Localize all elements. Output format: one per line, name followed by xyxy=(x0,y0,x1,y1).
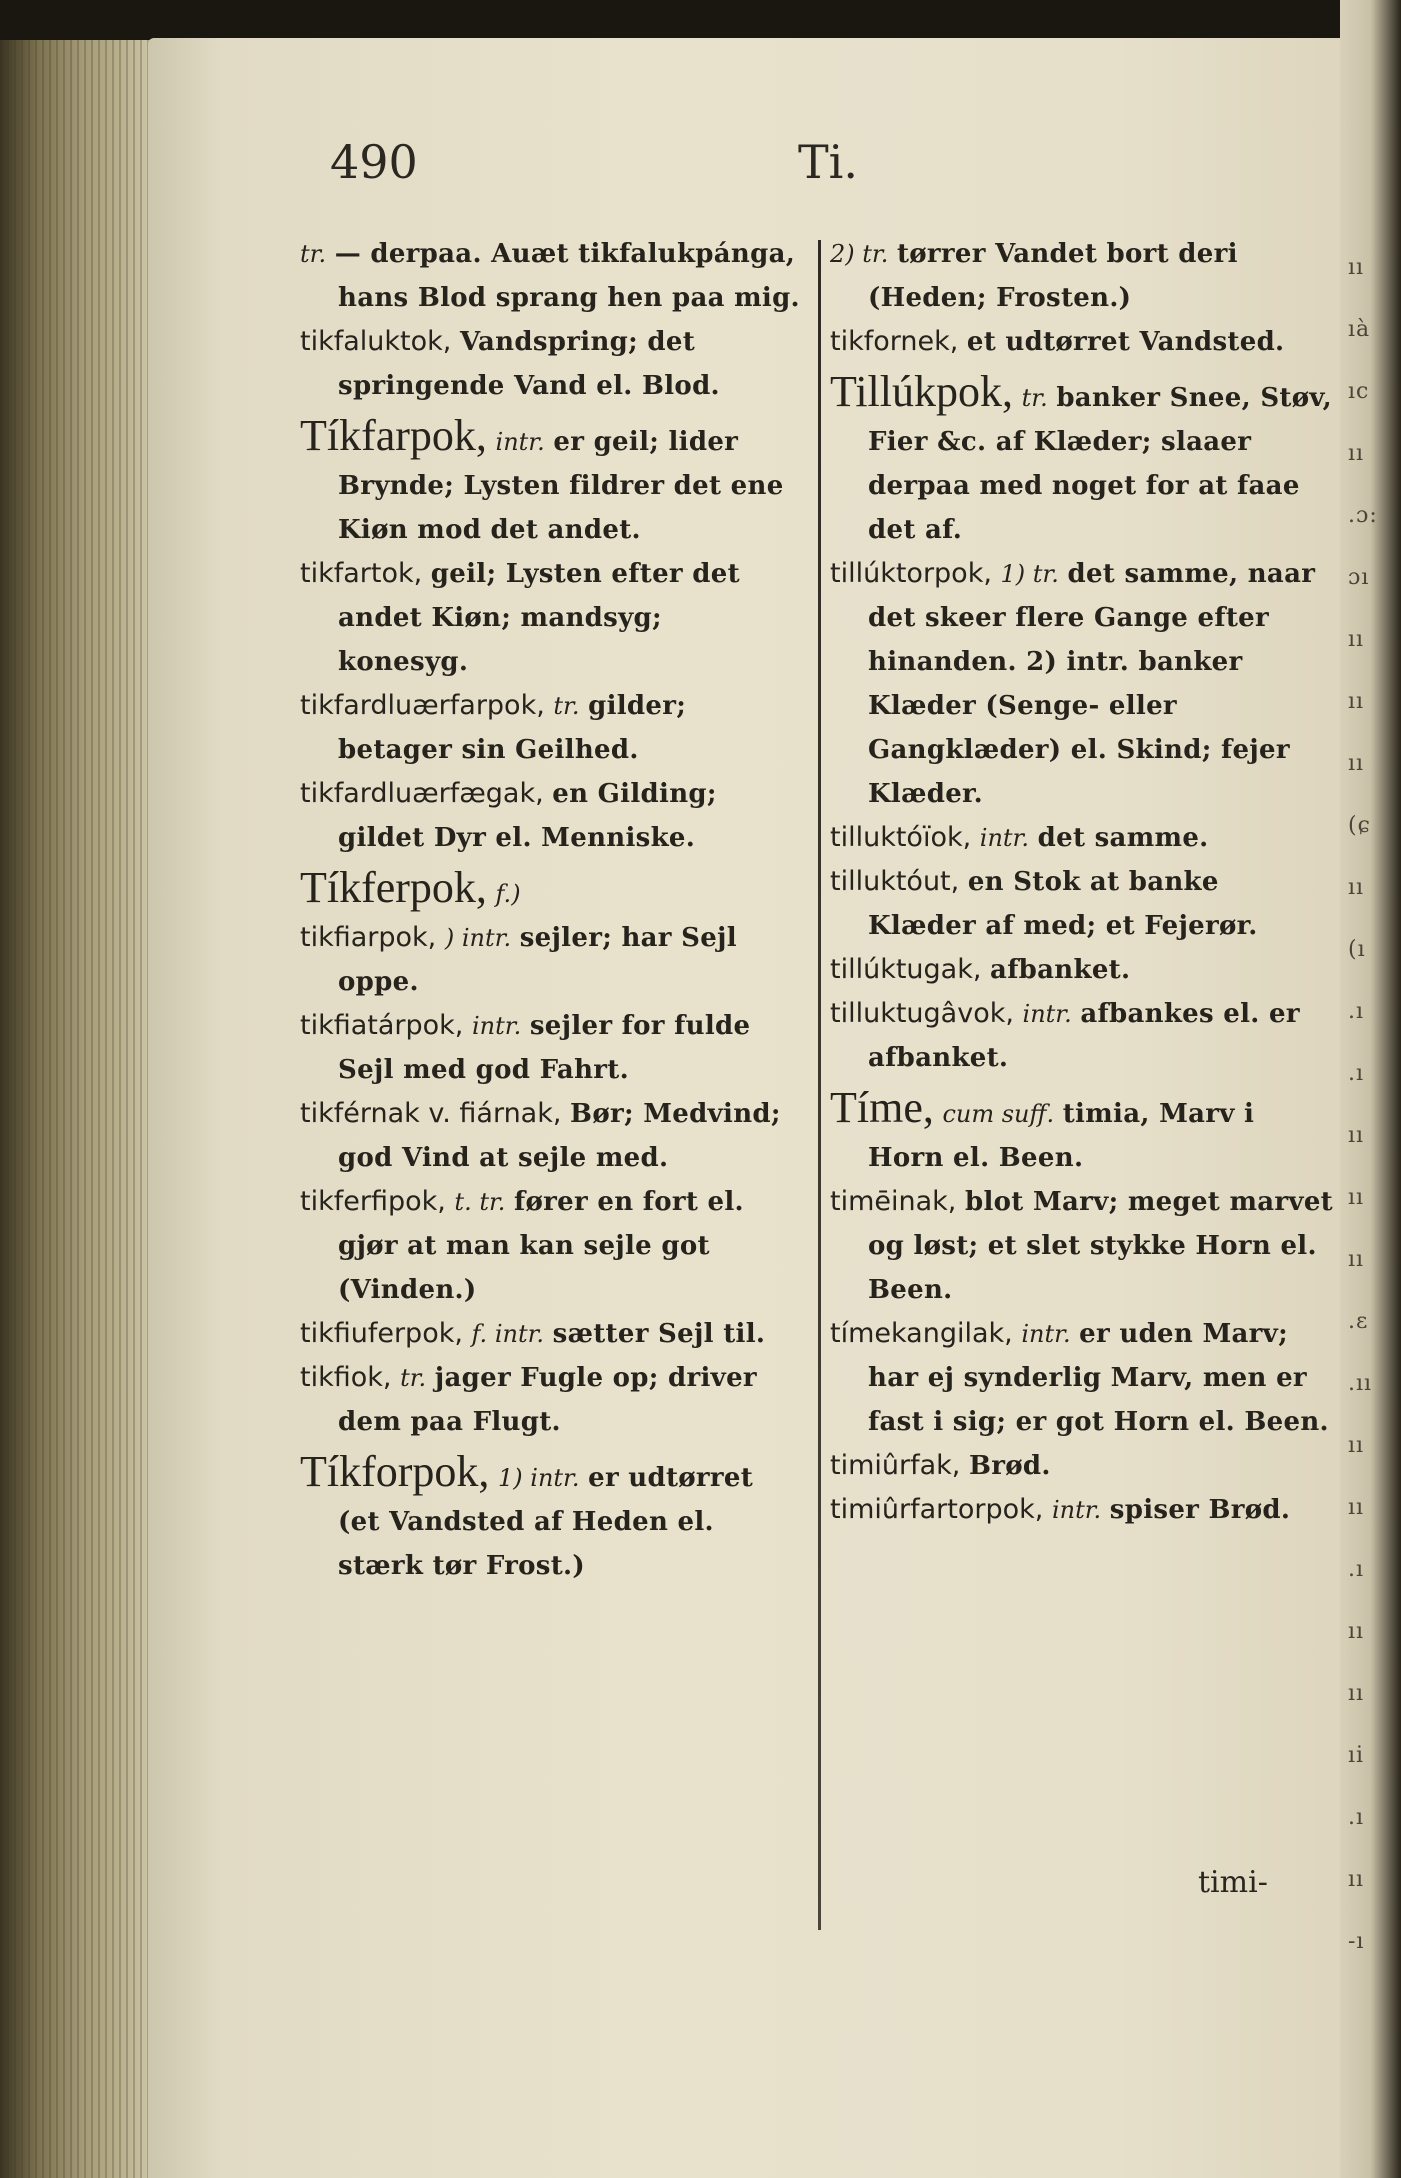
facing-page-fragment: ıı xyxy=(1348,1247,1365,1272)
definition: sætter Sejl til. xyxy=(552,1319,766,1349)
sub-entry xyxy=(300,320,800,408)
definition: tørrer Vandet bort deri (Heden; Frosten.) xyxy=(868,239,1238,313)
main-entry xyxy=(300,411,800,552)
facing-page-fragment: -ı xyxy=(1348,1929,1365,1954)
grammar-label: f.) xyxy=(495,880,521,908)
grammar-label: f. intr. xyxy=(471,1320,545,1348)
page-header xyxy=(330,135,890,195)
definition: det samme, naar det skeer flere Gange efter hinanden. 2) intr. banker Klæder (Senge- eller Gangklæder) el. Skind; fejer Klæder. xyxy=(868,559,1316,809)
page-edges xyxy=(0,40,150,2178)
facing-page-fragment: .ı xyxy=(1348,999,1365,1024)
sub-entry xyxy=(830,992,1335,1080)
headword: tikfardluærfarpok, xyxy=(300,690,545,721)
facing-page-strip xyxy=(1340,0,1401,2178)
sub-entry xyxy=(300,684,800,772)
running-head: Ti. xyxy=(798,135,859,189)
facing-page-fragment: ıı xyxy=(1348,1433,1365,1458)
page-number: 490 xyxy=(330,135,418,189)
definition: Brød. xyxy=(968,1451,1051,1481)
facing-page-fragment: .ıı xyxy=(1348,1371,1373,1396)
grammar-label: t. tr. xyxy=(454,1188,506,1216)
facing-page-fragment: ıı xyxy=(1348,1123,1365,1148)
facing-page-fragment: ıà xyxy=(1348,317,1371,342)
sub-entry xyxy=(300,552,800,684)
grammar-label: 1) tr. xyxy=(1000,560,1059,588)
grammar-label: tr. xyxy=(300,240,327,268)
grammar-label: tr. xyxy=(553,692,580,720)
definition: spiser Brød. xyxy=(1109,1495,1291,1525)
grammar-label: intr. xyxy=(979,824,1030,852)
right-column xyxy=(830,232,1335,1532)
headword: tikfiatárpok, xyxy=(300,1010,464,1041)
sub-entry xyxy=(830,1488,1335,1532)
facing-page-fragment: ıi xyxy=(1348,1743,1365,1768)
facing-page-fragment: .ı xyxy=(1348,1557,1365,1582)
entry-continuation xyxy=(830,232,1335,320)
sub-entry xyxy=(300,1356,800,1444)
definition: et udtørret Vandsted. xyxy=(966,327,1285,357)
sub-entry xyxy=(830,816,1335,860)
definition: afbanket. xyxy=(990,955,1131,985)
definition: en Stok at banke Klæder af med; et Fejerør. xyxy=(868,867,1258,941)
facing-page-fragment: ıı xyxy=(1348,1185,1365,1210)
definition: sejler for fulde Sejl med god Fahrt. xyxy=(338,1011,751,1085)
facing-page-fragment: (ɕ xyxy=(1348,813,1371,838)
definition: — derpaa. Auæt tikfalukpánga, hans Blod sprang hen paa mig. xyxy=(334,239,800,313)
sub-entry xyxy=(300,1180,800,1312)
facing-page-fragment: .ı xyxy=(1348,1805,1365,1830)
main-entry xyxy=(830,1083,1335,1180)
definition: jager Fugle op; driver dem paa Flugt. xyxy=(338,1363,757,1437)
headword: tikfiarpok, xyxy=(300,922,437,953)
left-column xyxy=(300,232,800,1588)
facing-page-fragment: ıc xyxy=(1348,379,1370,404)
sub-entry xyxy=(300,1092,800,1180)
sub-entry xyxy=(830,1180,1335,1312)
facing-page-fragment: .ɛ xyxy=(1348,1309,1369,1334)
sub-entry xyxy=(300,772,800,860)
facing-page-fragment: ıı xyxy=(1348,875,1365,900)
sub-entry xyxy=(830,860,1335,948)
headword: tikfardluærfægak, xyxy=(300,778,544,809)
definition: det samme. xyxy=(1037,823,1209,853)
grammar-label: intr. xyxy=(1022,1000,1072,1028)
headword: timiûrfartorpok, xyxy=(830,1494,1044,1525)
definition: banker Snee, Støv, Fier &c. af Klæder; slaaer derpaa med noget for at faae det af. xyxy=(868,383,1332,545)
headword: tilluktóut, xyxy=(830,866,960,897)
grammar-label: intr. xyxy=(495,428,545,456)
facing-page-fragment: ıı xyxy=(1348,689,1365,714)
headword: Tíme, xyxy=(830,1083,934,1132)
grammar-label: tr. xyxy=(1021,384,1048,412)
facing-page-fragment: ıı xyxy=(1348,627,1365,652)
facing-page-fragment: ıı xyxy=(1348,255,1365,280)
sub-entry xyxy=(830,1312,1335,1444)
grammar-label: ) intr. xyxy=(444,924,512,952)
headword: tikfiok, xyxy=(300,1362,392,1393)
facing-page-fragment: ıı xyxy=(1348,1681,1365,1706)
headword: tilluktugâvok, xyxy=(830,998,1014,1029)
headword: Tíkforpok, xyxy=(300,1447,490,1496)
headword: tilluktóïok, xyxy=(830,822,972,853)
column-divider xyxy=(818,240,821,1930)
headword: tikfaluktok, xyxy=(300,326,452,357)
definition: blot Marv; meget marvet og løst; et slet stykke Horn el. Been. xyxy=(868,1187,1333,1305)
headword: tillúktugak, xyxy=(830,954,982,985)
definition: er uden Marv; har ej synderlig Marv, men er fast i sig; er got Horn el. Been. xyxy=(868,1319,1329,1437)
sub-entry xyxy=(300,1004,800,1092)
sub-entry xyxy=(830,320,1335,364)
headword: timiûrfak, xyxy=(830,1450,961,1481)
headword: tikfiuferpok, xyxy=(300,1318,463,1349)
grammar-label: intr. xyxy=(471,1012,522,1040)
headword: tímekangilak, xyxy=(830,1318,1013,1349)
sub-entry xyxy=(300,1312,800,1356)
definition: en Gilding; gildet Dyr el. Menniske. xyxy=(338,779,717,853)
entry-continuation xyxy=(300,232,800,320)
main-entry xyxy=(300,1447,800,1588)
headword: Tíkfarpok, xyxy=(300,411,487,460)
grammar-label: 1) intr. xyxy=(498,1464,580,1492)
grammar-label: 2) tr. xyxy=(830,240,889,268)
headword: tillúktorpok, xyxy=(830,558,992,589)
definition: er geil; lider Brynde; Lysten fildrer det ene Kiøn mod det andet. xyxy=(338,427,784,545)
facing-page-fragment: ɔı xyxy=(1348,565,1370,590)
definition: timia, Marv i Horn el. Been. xyxy=(868,1099,1255,1173)
definition: er udtørret (et Vandsted af Heden el. stærk tør Frost.) xyxy=(338,1463,754,1581)
facing-page-fragment: ıı xyxy=(1348,1867,1365,1892)
sub-entry xyxy=(830,1444,1335,1488)
headword: Tillúkpok, xyxy=(830,367,1014,416)
facing-page-fragment: .ɔ: xyxy=(1348,503,1378,528)
facing-page-fragment: ıı xyxy=(1348,751,1365,776)
main-entry xyxy=(300,863,800,916)
headword: tikfartok, xyxy=(300,558,423,589)
definition: fører en fort el. gjør at man kan sejle got (Vinden.) xyxy=(338,1187,744,1305)
grammar-label: intr. xyxy=(1051,1496,1102,1524)
sub-entry xyxy=(300,916,800,1004)
definition: afbankes el. er afbanket. xyxy=(868,999,1300,1073)
headword: tikférnak v. fiárnak, xyxy=(300,1098,562,1129)
sub-entry xyxy=(830,552,1335,816)
facing-page-fragment: (ı xyxy=(1348,937,1366,962)
headword: Tíkferpok, xyxy=(300,863,487,912)
facing-page-fragment: ıı xyxy=(1348,1495,1365,1520)
headword: timēinak, xyxy=(830,1186,957,1217)
grammar-label: intr. xyxy=(1021,1320,1071,1348)
grammar-label: tr. xyxy=(400,1364,427,1392)
sub-entry xyxy=(830,948,1335,992)
definition: geil; Lysten efter det andet Kiøn; mandsyg; konesyg. xyxy=(338,559,740,677)
facing-page-fragment: ıı xyxy=(1348,441,1365,466)
catchword: timi- xyxy=(1198,1865,1268,1900)
definition: sejler; har Sejl oppe. xyxy=(338,923,737,997)
facing-page-fragment: ıı xyxy=(1348,1619,1365,1644)
definition: gilder; betager sin Geilhed. xyxy=(338,691,687,765)
headword: tikferfipok, xyxy=(300,1186,446,1217)
grammar-label: cum suff. xyxy=(942,1100,1055,1128)
definition: Bør; Medvind; god Vind at sejle med. xyxy=(338,1099,781,1173)
main-entry xyxy=(830,367,1335,552)
headword: tikfornek, xyxy=(830,326,959,357)
facing-page-fragment: .ı xyxy=(1348,1061,1365,1086)
definition: Vandspring; det springende Vand el. Blod. xyxy=(338,327,720,401)
